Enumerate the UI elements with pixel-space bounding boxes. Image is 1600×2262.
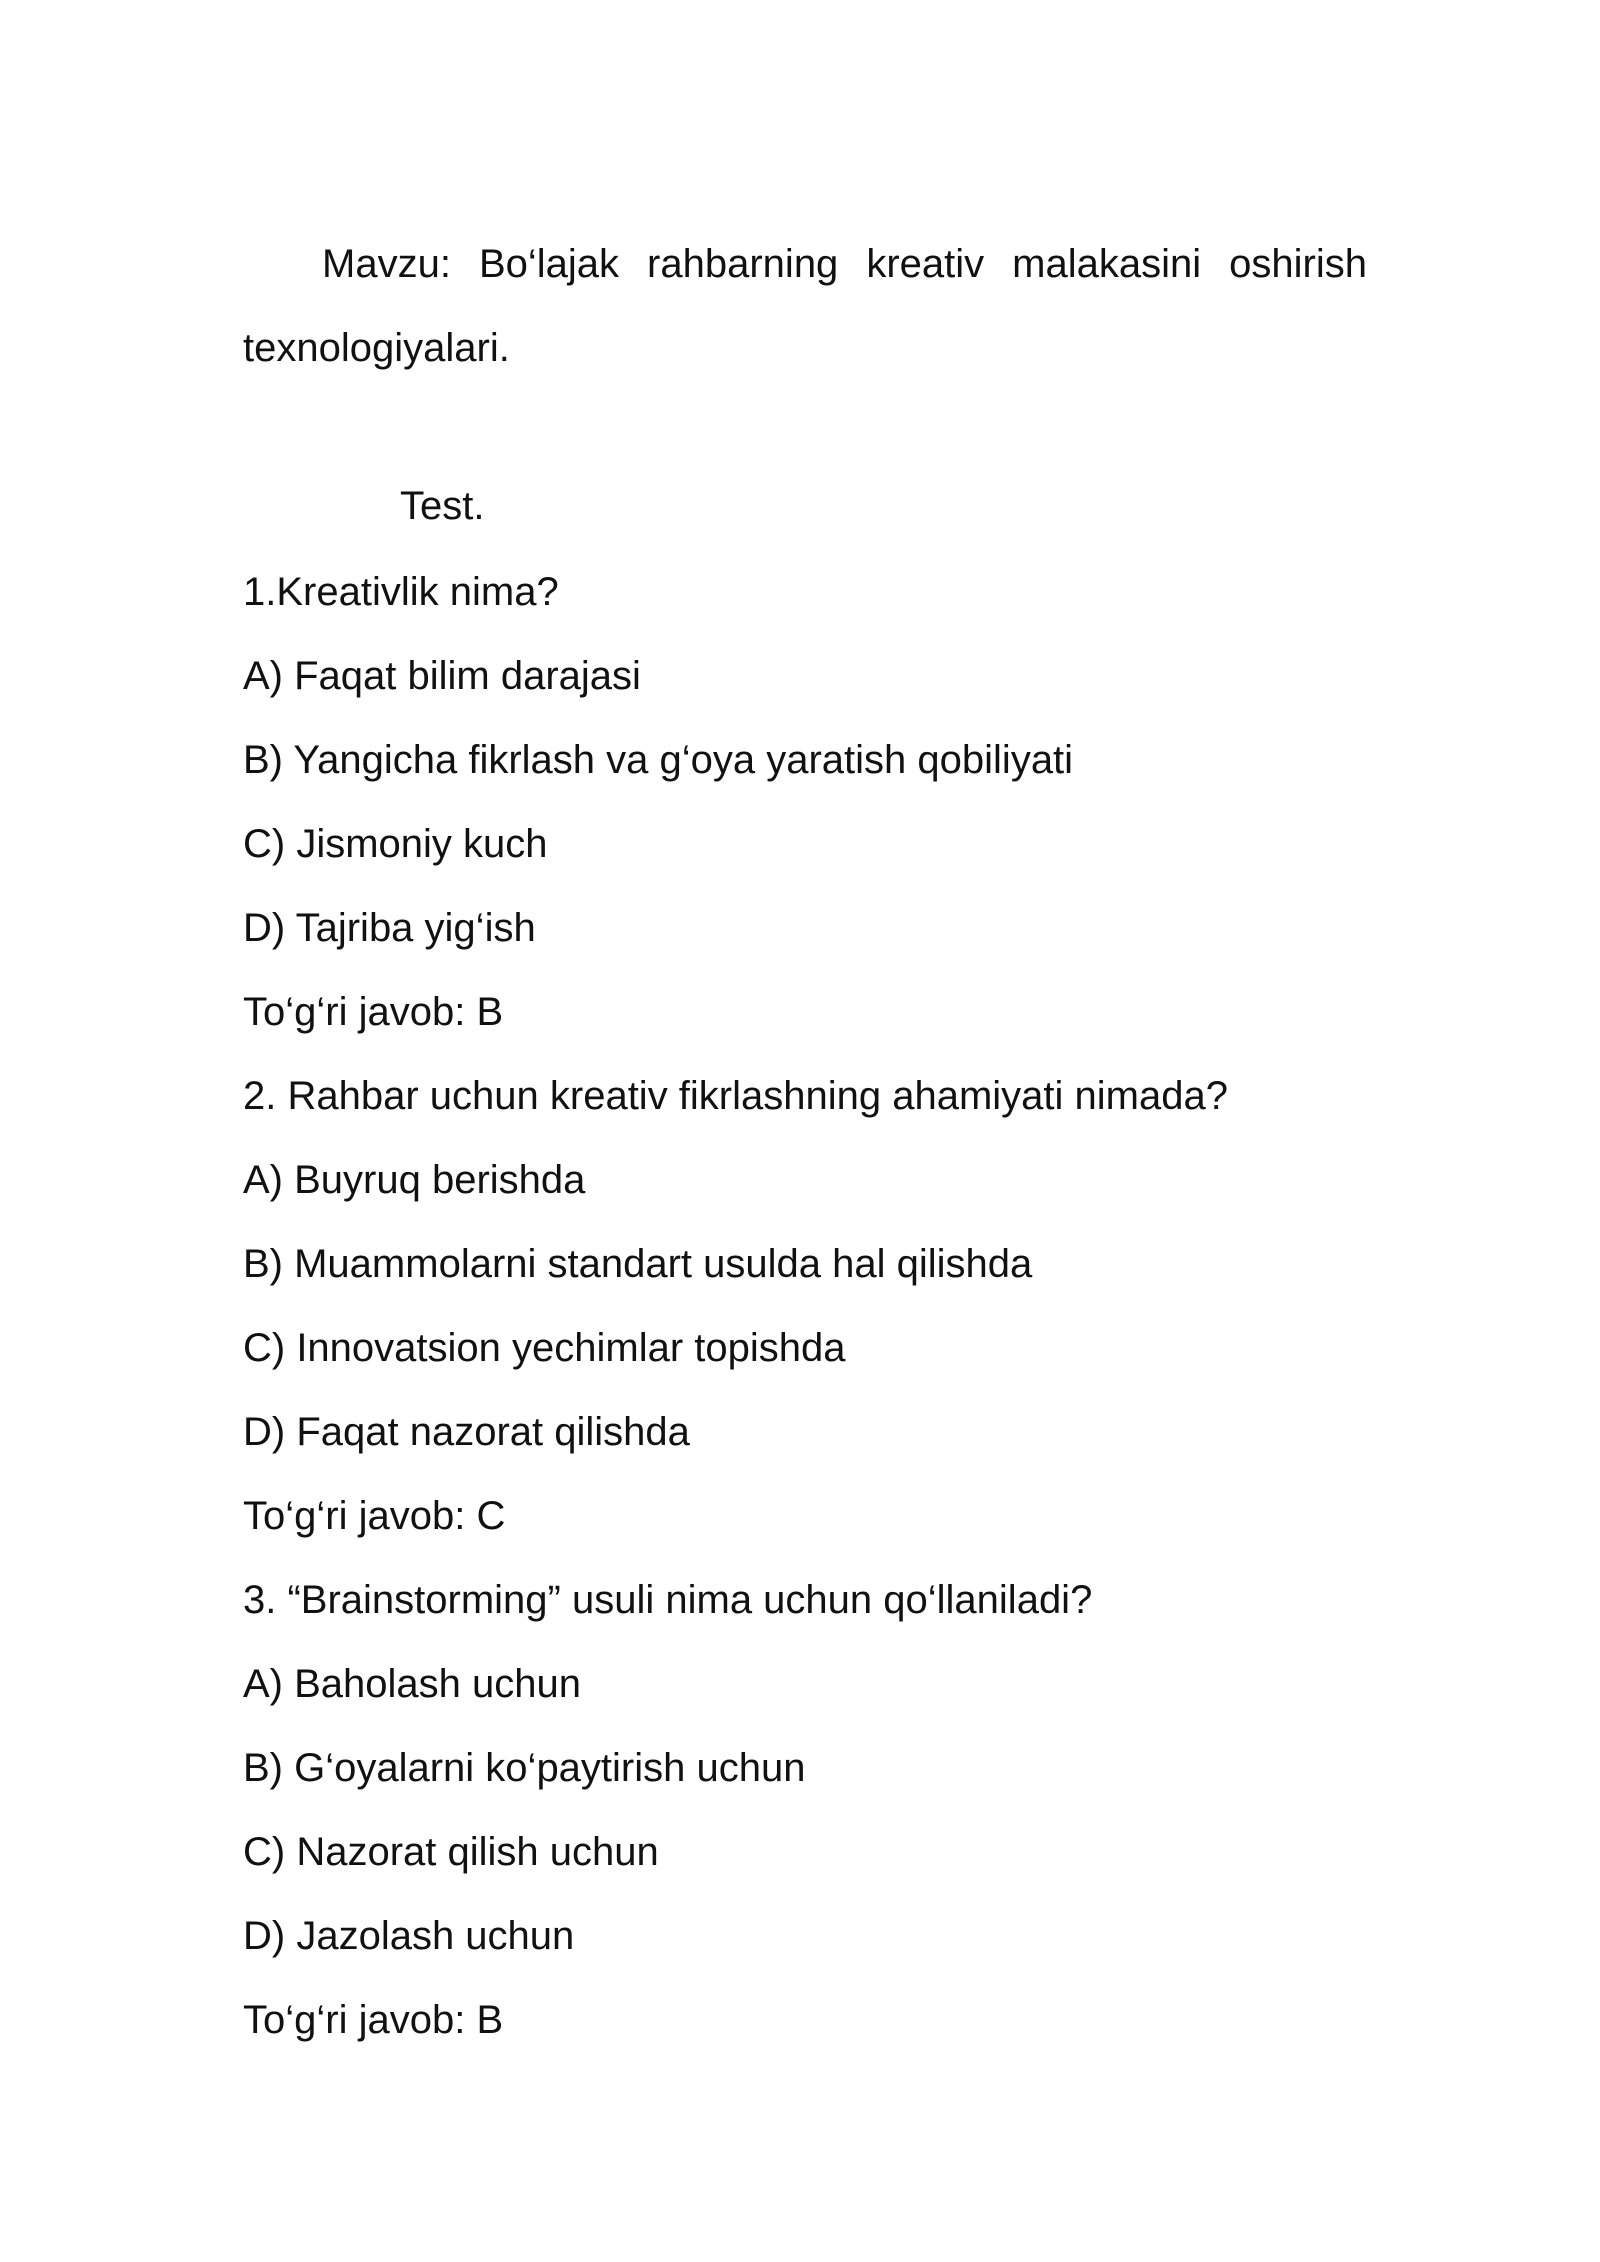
option-b: B) G‘oyalarni ko‘paytirish uchun	[243, 1746, 806, 1790]
topic-paragraph: Mavzu: Bo‘lajak rahbarning kreativ malakasini oshirish texnologiyalari.	[243, 242, 1367, 370]
question-block-1	[243, 564, 1367, 1068]
question-block-2	[243, 1068, 1367, 1572]
option-a: A) Baholash uchun	[243, 1662, 582, 1706]
option-d: D) Jazolash uchun	[243, 1914, 575, 1958]
option-a: A) Faqat bilim darajasi	[243, 654, 641, 698]
correct-answer: To‘g‘ri javob: B	[243, 990, 504, 1034]
option-d: D) Tajriba yig‘ish	[243, 906, 536, 950]
question-block-3	[243, 1572, 1367, 2076]
correct-answer: To‘g‘ri javob: B	[243, 1998, 504, 2042]
question-list	[243, 564, 1367, 2076]
option-c: C) Innovatsion yechimlar topishda	[243, 1326, 846, 1370]
option-c: C) Nazorat qilish uchun	[243, 1830, 659, 1874]
correct-answer: To‘g‘ri javob: C	[243, 1494, 506, 1538]
question-text: 2. Rahbar uchun kreativ fikrlashning ahamiyati nimada?	[243, 1074, 1228, 1118]
option-c: C) Jismoniy kuch	[243, 822, 548, 866]
option-b: B) Yangicha fikrlash va g‘oya yaratish qobiliyati	[243, 738, 1074, 782]
question-text: 3. “Brainstorming” usuli nima uchun qo‘llaniladi?	[243, 1578, 1093, 1622]
question-text: 1.Kreativlik nima?	[243, 570, 559, 614]
option-d: D) Faqat nazorat qilishda	[243, 1410, 690, 1454]
test-heading: Test.	[400, 484, 485, 528]
option-a: A) Buyruq berishda	[243, 1158, 586, 1202]
option-b: B) Muammolarni standart usulda hal qilishda	[243, 1242, 1033, 1286]
